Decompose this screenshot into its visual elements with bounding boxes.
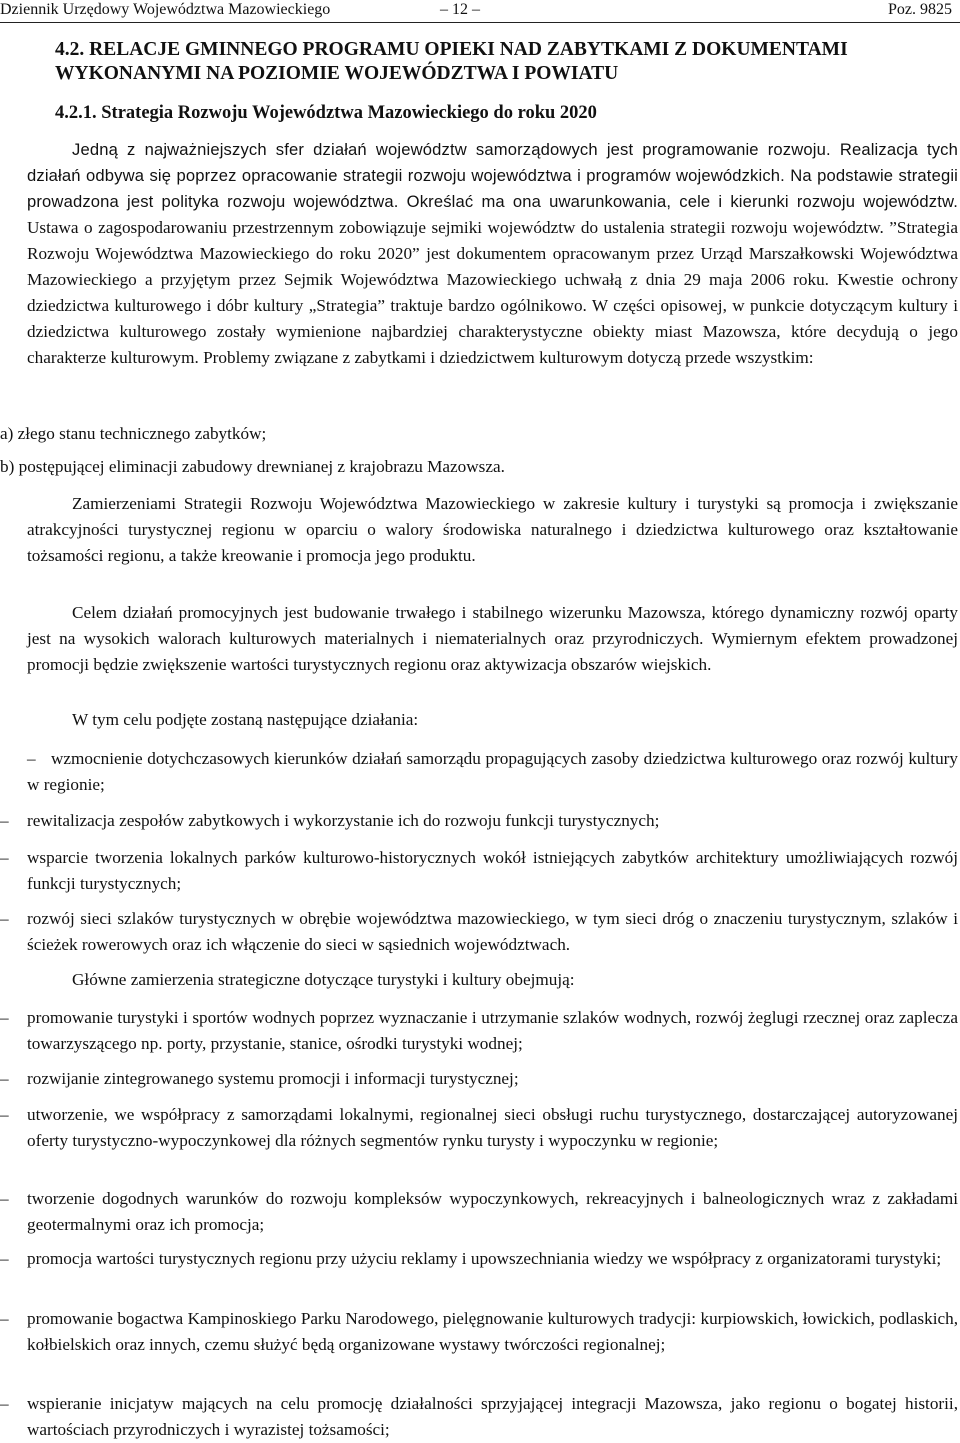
goal-item-text: promowanie bogactwa Kampinoskiego Parku Narodowego, pielęgnowanie kulturowych tradycji: kurpiowskich, łowickich, podlaskich, kołbielskich oraz innych, czemu służyć będą organizowane wystawy twórczości regionalnej; <box>27 1309 958 1354</box>
dash-bullet: – <box>0 811 9 830</box>
action-item-text: wzmocnienie dotychczasowych kierunków działań samorządu propagujących zasoby dziedzictwa kulturowego oraz rozwój kultury w regionie; <box>27 749 958 794</box>
goal-item-text: rozwijanie zintegrowanego systemu promocji i informacji turystycznej; <box>27 1069 519 1088</box>
goal-item-text: promowanie turystyki i sportów wodnych poprzez wyznaczanie i utrzymanie szlaków wodnych, rozwój żeglugi rzecznej oraz zaplecza towarzyszącego np. porty, przystanie, stanice, ośrodki turystyki wodnej; <box>27 1008 958 1053</box>
problem-item-b: b) postępującej eliminacji zabudowy drewnianej z krajobrazu Mazowsza. <box>0 457 505 476</box>
intro-paragraph <box>27 137 958 371</box>
intro-sans-text: Jedną z najważniejszych sfer działań województw samorządowych jest programowanie rozwoju. Realizacja tych działań odbywa się poprzez opracowanie strategii rozwoju województwa i programów wojewódzkich. Na podstawie strategii prowadzona jest polityka rozwoju województwa. Określać ma ona uwarunkowania, cele i kierunki rozwoju województw. <box>27 140 958 211</box>
goal-item-text: promocja wartości turystycznych regionu przy użyciu reklamy i upowszechniania wiedzy we współpracy z organizatorami turystyki; <box>27 1249 942 1268</box>
dash-bullet: – <box>0 1249 9 1268</box>
dash-bullet: – <box>0 1394 9 1413</box>
goal-item <box>0 1391 958 1443</box>
goal-item <box>0 1066 958 1092</box>
promotion-paragraph <box>27 600 958 678</box>
action-item-text: rozwój sieci szlaków turystycznych w obrębie województwa mazowieckiego, w tym sieci dróg o znaczeniu turystycznym, szlaków i ścieżek rowerowych oraz ich włączenie do sieci w sąsiednich województwach. <box>27 909 958 954</box>
goal-item <box>0 1306 958 1358</box>
problem-item-a: a) złego stanu technicznego zabytków; <box>0 424 267 443</box>
main-goals-intro-text: Główne zamierzenia strategiczne dotyczące turystyki i kultury obejmują: <box>72 970 575 989</box>
dash-bullet: – <box>0 1008 9 1027</box>
intro-serif-text: Ustawa o zagospodarowaniu przestrzennym zobowiązuje sejmiki województw do ustalenia strategii rozwoju województw. ”Strategia Rozwoju Województwa Mazowieckiego do roku 2020” jest dokumentem opracowanym przez Urząd Marszałkowski Województwa Mazowieckiego a przyjętym przez Sejmik Województwa Mazowieckiego uchwałą z dnia 29 maja 2006 roku. Kwestie ochrony dziedzictwa kulturowego i dóbr kultury „Strategia” traktuje bardzo ogólnikowo. W części opisowej, w punkcie dotyczącym kultury i dziedzictwa kulturowego zostały wymienione najbardziej charakterystyczne obiekty miast Mazowsza, które decydują o jego charakterze kulturowym. Problemy związane z zabytkami i dziedzictwem kulturowym dotyczą przede wszystkim: <box>27 218 958 367</box>
section-heading <box>55 38 955 86</box>
action-item <box>0 808 958 834</box>
section-heading-line-1: 4.2. RELACJE GMINNEGO PROGRAMU OPIEKI NAD ZABYTKAMI Z DOKUMENTAMI <box>55 39 848 60</box>
actions-intro <box>27 707 958 733</box>
action-item <box>0 746 958 798</box>
goal-item-text: tworzenie dogodnych warunków do rozwoju kompleksów wypoczynkowych, rekreacyjnych i balneologicznych wraz z zakładami geotermalnymi oraz ich promocja; <box>27 1189 958 1234</box>
dash-bullet: – <box>0 1189 9 1208</box>
action-item-text: wsparcie tworzenia lokalnych parków kulturowo-historycznych wokół istniejących zabytków architektury umożliwiających rozwój funkcji turystycznych; <box>27 848 958 893</box>
aims-paragraph <box>27 491 958 569</box>
goal-item-text: wspieranie inicjatyw mających na celu promocję działalności sprzyjającej integracji Mazowsza, jako regionu o bogatej historii, wartościach przyrodniczych i wyrazistej tożsamości; <box>27 1394 958 1439</box>
goal-item <box>0 1102 958 1154</box>
subsection-heading: 4.2.1. Strategia Rozwoju Województwa Mazowieckiego do roku 2020 <box>55 103 597 123</box>
dash-bullet: – <box>27 749 36 768</box>
action-item-text: rewitalizacja zespołów zabytkowych i wykorzystanie ich do rozwoju funkcji turystycznych; <box>27 811 660 830</box>
goal-item <box>0 1246 958 1272</box>
goal-item <box>0 1186 958 1238</box>
actions-intro-text: W tym celu podjęte zostaną następujące działania: <box>72 710 419 729</box>
dash-bullet: – <box>0 1105 9 1124</box>
promotion-text: Celem działań promocyjnych jest budowanie trwałego i stabilnego wizerunku Mazowsza, którego dynamiczny rozwój oparty jest na wysokich walorach kulturowych materialnych i niematerialnych oraz przyrodniczych. Wymiernym efektem prowadzonej promocji będzie zwiększenie wartości turystycznych regionu oraz aktywizacja obszarów wiejskich. <box>27 603 958 674</box>
dash-bullet: – <box>0 848 9 867</box>
aims-text: Zamierzeniami Strategii Rozwoju Województwa Mazowieckiego w zakresie kultury i turystyki są promocja i zwiększanie atrakcyjności turystycznej regionu w oparciu o walory środowiska naturalnego i dziedzictwa kulturowego oraz kształtowanie tożsamości regionu, a także kreowanie i promocja jego produktu. <box>27 494 958 565</box>
running-header <box>0 0 960 23</box>
goal-item <box>0 1005 958 1057</box>
position-number: Poz. 9825 <box>888 1 952 18</box>
dash-bullet: – <box>0 1069 9 1088</box>
journal-title: Dziennik Urzędowy Województwa Mazowieckiego <box>0 1 331 18</box>
section-heading-line-2: WYKONANYMI NA POZIOMIE WOJEWÓDZTWA I POWIATU <box>55 63 619 84</box>
main-goals-intro <box>27 967 958 993</box>
dash-bullet: – <box>0 1309 9 1328</box>
goal-item-text: utworzenie, we współpracy z samorządami lokalnymi, regionalnej sieci obsługi ruchu turystycznego, dostarczającej autoryzowanej oferty turystyczno-wypoczynkowej dla różnych segmentów rynku turysty i wypoczynku w regionie; <box>27 1105 958 1150</box>
action-item <box>0 845 958 897</box>
dash-bullet: – <box>0 909 9 928</box>
action-item <box>0 906 958 958</box>
page-number: – 12 – <box>440 1 480 18</box>
